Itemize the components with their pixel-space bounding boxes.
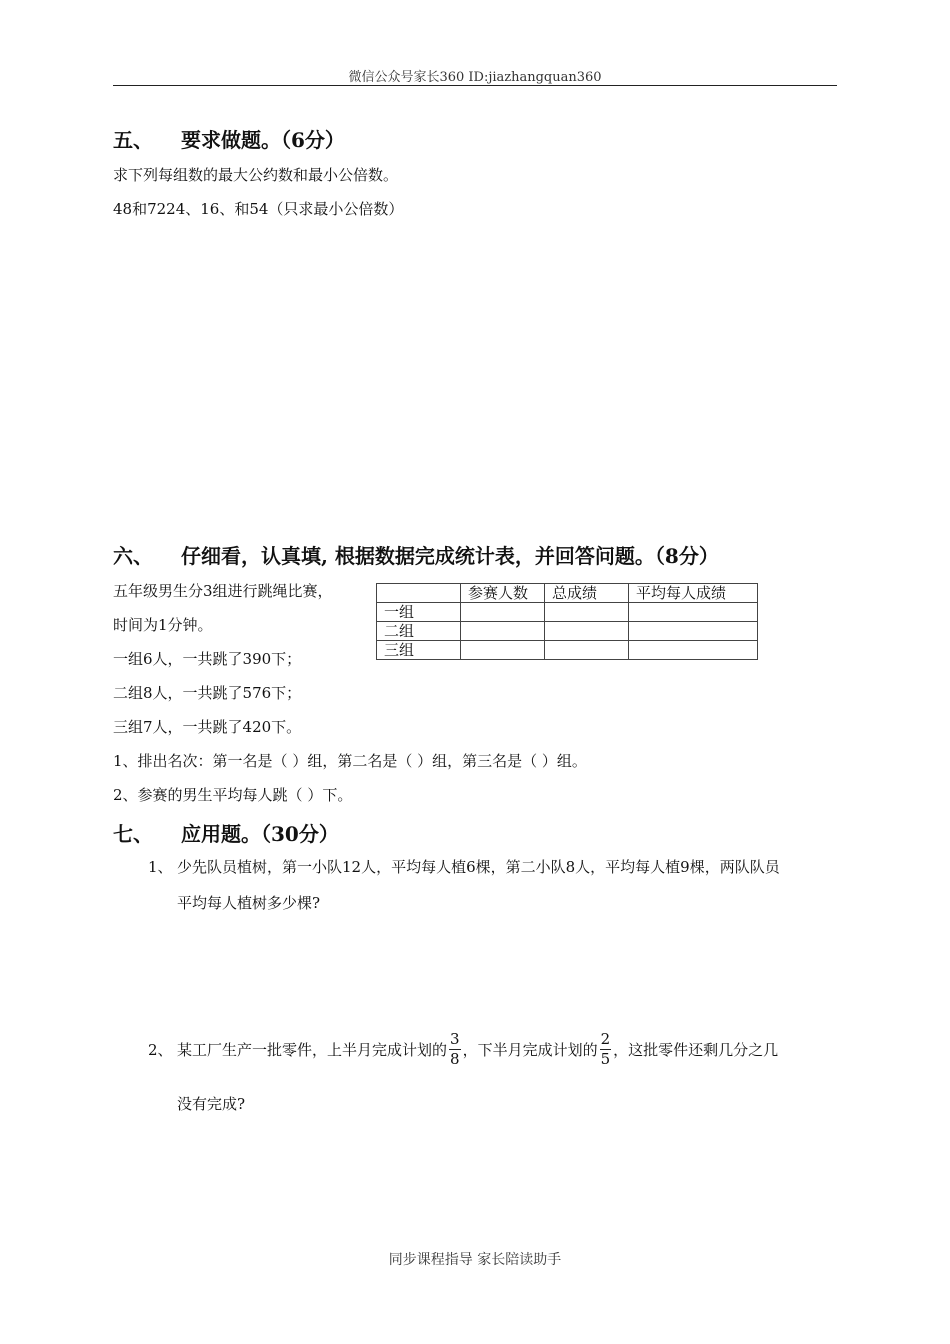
stats-table-header-row bbox=[377, 584, 758, 603]
table-row bbox=[377, 603, 758, 622]
page-footer: 同步课程指导 家长陪读助手 bbox=[388, 1252, 562, 1268]
section6-line-5: 三组7人，一共跳了420下。 bbox=[113, 718, 302, 736]
table-row bbox=[377, 641, 758, 660]
section5-instruction: 求下列每组数的最大公约数和最小公倍数。 bbox=[113, 166, 399, 184]
problem-2-text-a: 某工厂生产一批零件，上半月完成计划的 bbox=[177, 1040, 448, 1059]
table-cell[interactable] bbox=[629, 622, 758, 641]
problem-2-text-b: ，下半月完成计划的 bbox=[462, 1040, 598, 1059]
section6-question-1: 1、排出名次：第一名是（ ）组，第二名是（ ）组，第三名是（ ）组。 bbox=[113, 752, 587, 770]
table-cell[interactable] bbox=[461, 622, 545, 641]
table-row-label: 三组 bbox=[377, 641, 461, 660]
section6-line-2: 时间为1分钟。 bbox=[113, 616, 213, 634]
section5-number: 五、 bbox=[113, 128, 153, 152]
section6-line-4: 二组8人，一共跳了576下； bbox=[113, 684, 302, 702]
problem-1-text: 少先队员植树，第一小队12人，平均每人植6棵，第二小队8人，平均每人植9棵，两队队员 bbox=[177, 858, 780, 876]
table-cell[interactable] bbox=[545, 603, 629, 622]
section7-title: 应用题。（30分） bbox=[181, 822, 339, 846]
problem-2-text-cont: 没有完成? bbox=[177, 1095, 246, 1113]
table-header-blank bbox=[377, 584, 461, 603]
fraction-denominator: 5 bbox=[600, 1049, 611, 1068]
section5-title: 要求做题。（6分） bbox=[181, 128, 345, 152]
table-row-label: 二组 bbox=[377, 622, 461, 641]
table-row bbox=[377, 622, 758, 641]
table-cell[interactable] bbox=[545, 641, 629, 660]
problem-2-text-c: ，这批零件还剩几分之几 bbox=[613, 1040, 779, 1059]
fraction-denominator: 8 bbox=[450, 1049, 460, 1068]
fraction-two-fifths bbox=[600, 1030, 612, 1069]
section6-title: 仔细看，认真填, 根据数据完成统计表，并回答问题。（8分） bbox=[181, 544, 719, 568]
section6-line-3: 一组6人，一共跳了390下； bbox=[113, 650, 302, 668]
table-header-participants: 参赛人数 bbox=[461, 584, 545, 603]
table-cell[interactable] bbox=[545, 622, 629, 641]
table-header-average: 平均每人成绩 bbox=[629, 584, 758, 603]
fraction-three-eighths bbox=[449, 1030, 461, 1069]
section7-number: 七、 bbox=[113, 822, 153, 846]
table-row-label: 一组 bbox=[377, 603, 461, 622]
table-cell[interactable] bbox=[461, 603, 545, 622]
header-divider bbox=[113, 85, 837, 86]
section6-number: 六、 bbox=[113, 544, 153, 568]
section6-question-2: 2、参赛的男生平均每人跳（ ）下。 bbox=[113, 786, 353, 804]
table-header-total: 总成绩 bbox=[545, 584, 629, 603]
fraction-numerator: 2 bbox=[600, 1029, 611, 1048]
section5-problem: 48和7224、16、和54（只求最小公倍数） bbox=[113, 200, 404, 218]
stats-table bbox=[376, 583, 758, 660]
section6-line-1: 五年级男生分3组进行跳绳比赛， bbox=[113, 582, 333, 600]
problem-2-number: 2、 bbox=[148, 1041, 173, 1059]
problem-2-text bbox=[177, 1027, 778, 1071]
table-cell[interactable] bbox=[629, 641, 758, 660]
page-header: 微信公众号家长360 ID:jiazhangquan360 bbox=[348, 70, 602, 85]
table-cell[interactable] bbox=[629, 603, 758, 622]
problem-1-text-cont: 平均每人植树多少棵? bbox=[177, 894, 321, 912]
problem-1-number: 1、 bbox=[148, 858, 173, 876]
fraction-numerator: 3 bbox=[450, 1029, 460, 1048]
table-cell[interactable] bbox=[461, 641, 545, 660]
